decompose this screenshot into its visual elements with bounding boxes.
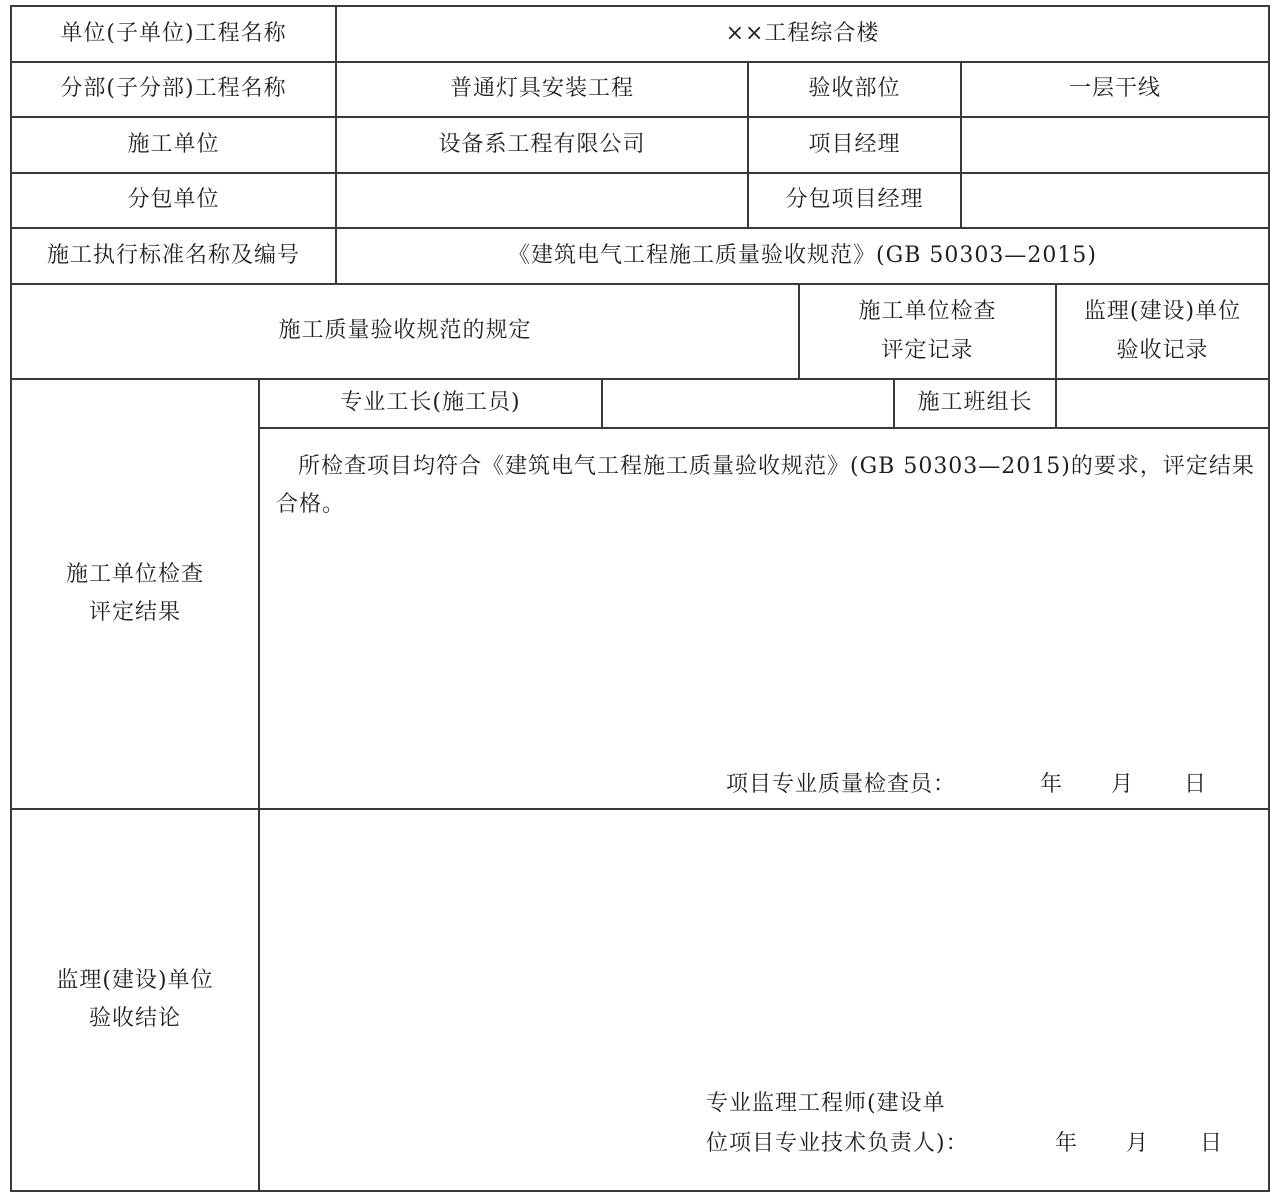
team-leader-label: 施工班组长 — [917, 390, 1033, 416]
unit-project-label: 单位(子单位)工程名称 — [60, 20, 287, 46]
team-leader-value — [1057, 380, 1268, 427]
foreman-value — [603, 380, 893, 427]
inspector-date-day: 日 — [1184, 772, 1208, 797]
supervisor-conclusion-label-line2: 验收结论 — [88, 1006, 181, 1031]
row-border — [10, 1190, 1270, 1192]
construction-unit-label: 施工单位 — [127, 131, 220, 157]
inspector-signature-label: 项目专业质量检查员： — [726, 772, 957, 797]
supervisor-record-line1: 监理(建设)单位 — [1083, 299, 1242, 324]
acceptance-part-value: 一层干线 — [1068, 76, 1161, 102]
column-border — [258, 378, 260, 1192]
subcontractor-value — [337, 174, 747, 227]
constructor-check-record-header — [800, 285, 1055, 378]
standard-label: 施工执行标准名称及编号 — [46, 242, 300, 268]
construction-unit-value: 设备系工程有限公司 — [438, 131, 646, 157]
unit-project-value: ××工程综合楼 — [725, 20, 880, 46]
supervisor-conclusion-label-line1: 监理(建设)单位 — [56, 967, 214, 993]
constructor-result-text: 所检查项目均符合《建筑电气工程施工质量验收规范》(GB 50303—2015)的要求，评定结果合格。 — [276, 454, 1255, 517]
constructor-result-label-line2: 评定结果 — [88, 600, 181, 625]
column-border — [1268, 5, 1270, 1192]
supervisor-date-day: 日 — [1200, 1131, 1224, 1156]
sub-project-manager-label: 分包项目经理 — [785, 187, 924, 213]
sub-project-manager-value — [962, 174, 1268, 227]
inspector-date-year: 年 — [1040, 772, 1064, 797]
inspector-date-month: 月 — [1111, 772, 1135, 797]
acceptance-part-label: 验收部位 — [808, 76, 901, 102]
supervisor-date-year: 年 — [1055, 1131, 1079, 1156]
constructor-result-label-line1: 施工单位检查 — [65, 561, 204, 587]
constructor-check-record-line2: 评定记录 — [881, 337, 974, 363]
project-manager-value — [962, 118, 1268, 172]
supervisor-signature-label-line1: 专业监理工程师(建设单 — [706, 1091, 946, 1116]
row-border — [258, 427, 1270, 429]
supervisor-date-month: 月 — [1126, 1131, 1150, 1156]
foreman-label: 专业工长(施工员) — [340, 390, 521, 416]
constructor-result-label — [12, 380, 258, 808]
constructor-check-record-line1: 施工单位检查 — [858, 299, 997, 324]
spec-rules-header: 施工质量验收规范的规定 — [278, 318, 532, 344]
sub-project-label: 分部(子分部)工程名称 — [60, 76, 287, 102]
subcontractor-label: 分包单位 — [127, 187, 220, 213]
standard-value: 《建筑电气工程施工质量验收规范》(GB 50303—2015) — [508, 242, 1097, 268]
supervisor-record-line2: 验收记录 — [1116, 337, 1209, 363]
supervisor-signature-label-line2: 位项目专业技术负责人)： — [706, 1131, 969, 1156]
supervisor-conclusion-label — [12, 810, 258, 1190]
supervisor-record-header — [1057, 285, 1268, 378]
project-manager-label: 项目经理 — [808, 131, 901, 157]
sub-project-value: 普通灯具安装工程 — [449, 76, 634, 102]
